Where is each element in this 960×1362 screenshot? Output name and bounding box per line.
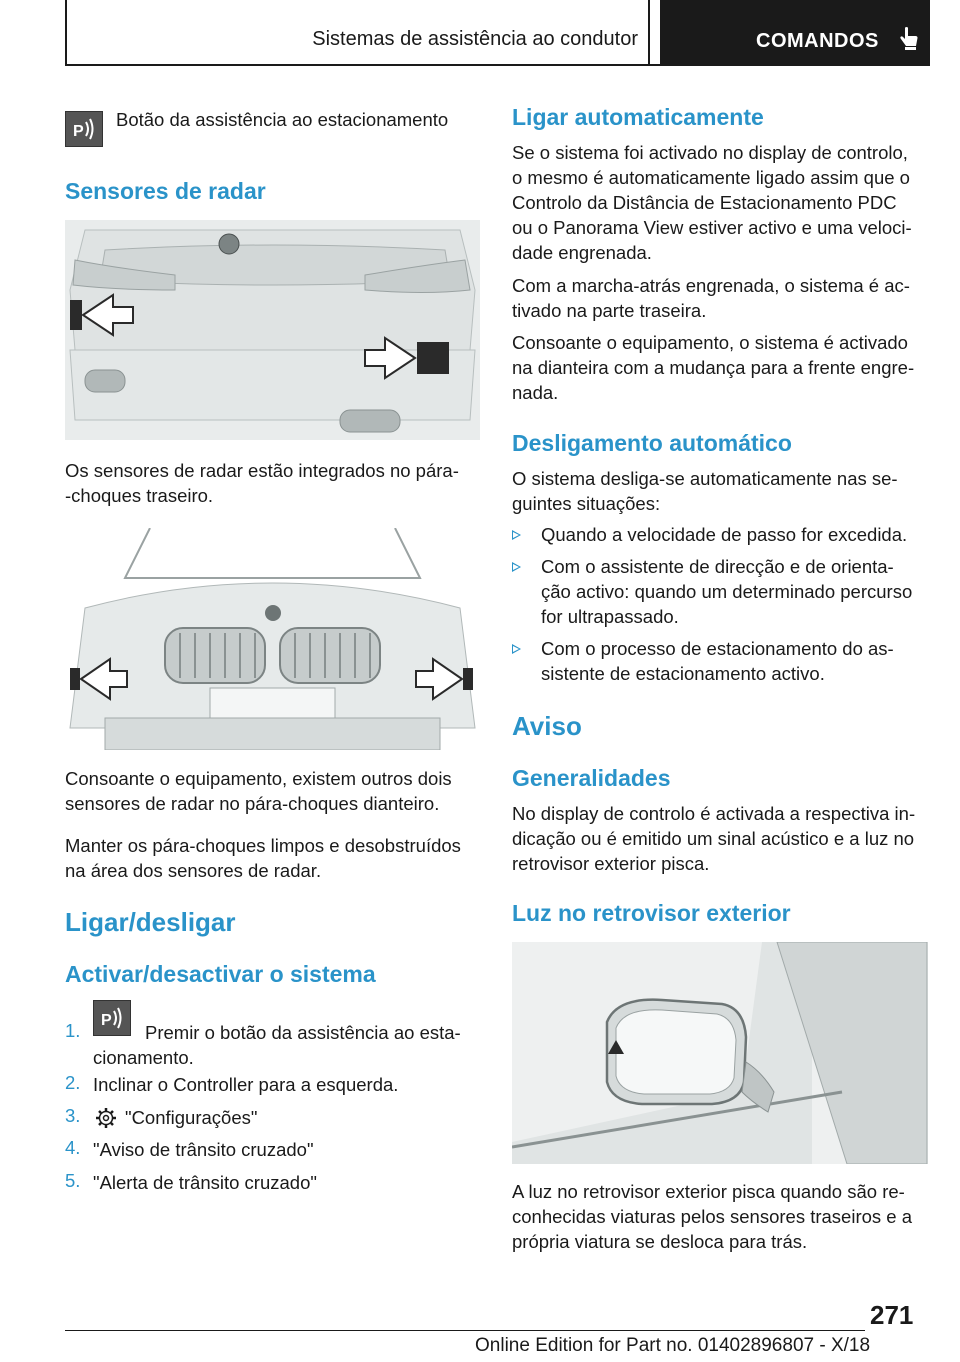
park-assist-icon: [66, 112, 102, 146]
step-text: Inclinar o Controller para a esquerda.: [93, 1074, 399, 1095]
auto-on-text-line2: o mesmo é automaticamente ligado assim que o: [512, 167, 910, 188]
reverse-text-line2: tivado na parte traseira.: [512, 300, 707, 321]
rear-sensors-text-line1: Os sensores de radar estão integrados no pára-: [65, 460, 459, 481]
mirror-text-line3: própria viatura se desloca para trás.: [512, 1231, 808, 1252]
auto-on-text-line1: Se o sistema foi activado no display de controlo,: [512, 142, 908, 163]
footer-rule: [65, 1330, 865, 1331]
chapter-tab-label: COMANDOS: [756, 30, 879, 52]
clean-bumpers-text-line2: na área dos sensores de radar.: [65, 860, 322, 881]
reverse-text-line1: Com a marcha-atrás engrenada, o sistema é ac-: [512, 275, 910, 296]
figure-side-mirror: [512, 942, 928, 1164]
rear-bumper-illustration: [65, 220, 480, 440]
park-assist-button-icon-inline: [93, 1000, 131, 1036]
heading-radar-sensors: Sensores de radar: [65, 178, 266, 204]
forward-text-line2: na dianteira com a mudança para a frente engre-: [512, 357, 915, 378]
forward-text-line3: nada.: [512, 382, 559, 403]
forward-text-line1: Consoante o equipamento, o sistema é activado: [512, 332, 908, 353]
mirror-text-line1: A luz no retrovisor exterior pisca quando são re-: [512, 1181, 905, 1202]
bullet-text: Com o assistente de direcção e de orienta-: [541, 556, 894, 577]
auto-off-text-line2: guintes situações:: [512, 493, 661, 514]
step-text: cionamento.: [93, 1047, 194, 1068]
general-text-line3: retrovisor exterior pisca.: [512, 853, 710, 874]
step-text: "Aviso de trânsito cruzado": [93, 1139, 314, 1160]
chapter-tab[interactable]: [660, 0, 930, 64]
heading-auto-off: Desligamento automático: [512, 430, 792, 456]
step-number: 1.: [65, 1020, 81, 1041]
bullet-text: ção activo: quando um determinado percurso: [541, 581, 913, 602]
general-text-line1: No display de controlo é activada a respectiva in-: [512, 803, 916, 824]
header-mid-rule: [648, 0, 650, 66]
triangle-bullet-icon: [512, 644, 521, 654]
heading-auto-on: Ligar automaticamente: [512, 104, 764, 130]
step-text: "Alerta de trânsito cruzado": [93, 1172, 317, 1193]
step-number: 5.: [65, 1170, 81, 1191]
auto-on-text-line3: Controlo da Distância de Estacionamento PDC: [512, 192, 897, 213]
front-sensors-text-line1: Consoante o equipamento, existem outros dois: [65, 768, 452, 789]
figure-front-bumper: [65, 528, 480, 750]
clean-bumpers-text-line1: Manter os pára-choques limpos e desobstruídos: [65, 835, 461, 856]
general-text-line2: dicação ou é emitido um sinal acústico e a luz no: [512, 828, 915, 849]
step-number: 3.: [65, 1105, 81, 1126]
bullet-text: for ultrapassado.: [541, 606, 679, 627]
auto-on-text-line4: ou o Panorama View estiver activo e uma veloci-: [512, 217, 912, 238]
auto-on-text-line5: dade engrenada.: [512, 242, 652, 263]
heading-activate-system: Activar/desactivar o sistema: [65, 961, 376, 987]
triangle-bullet-icon: [512, 562, 521, 572]
park-assist-button-icon: [65, 111, 103, 147]
step-text: "Configurações": [125, 1107, 258, 1128]
page-number: 271: [870, 1300, 914, 1330]
rear-sensors-text-line2: -choques traseiro.: [65, 485, 214, 506]
heading-warning: Aviso: [512, 711, 582, 741]
heading-general: Generalidades: [512, 765, 671, 791]
auto-off-text-line1: O sistema desliga-se automaticamente nas se-: [512, 468, 898, 489]
hand-pointer-icon: [898, 26, 920, 50]
heading-on-off: Ligar/desligar: [65, 907, 236, 937]
triangle-bullet-icon: [512, 530, 521, 540]
header-section-title: Sistemas de assistência ao condutor: [312, 28, 638, 50]
bullet-text: Quando a velocidade de passo for excedida.: [541, 524, 908, 545]
bullet-text: sistente de estacionamento activo.: [541, 663, 825, 684]
footer-edition-text: Online Edition for Part no. 01402896807 - X/18: [475, 1335, 871, 1356]
gear-icon: [95, 1107, 117, 1129]
side-mirror-illustration: [512, 942, 928, 1164]
svg-text:P: P: [101, 1012, 112, 1029]
step-number: 2.: [65, 1072, 81, 1093]
front-bumper-illustration: [65, 528, 480, 750]
front-sensors-text-line2: sensores de radar no pára-choques dianteiro.: [65, 793, 440, 814]
step-number: 4.: [65, 1137, 81, 1158]
figure-rear-bumper: [65, 220, 480, 440]
park-assist-icon: [94, 1001, 130, 1035]
header-rule: [65, 64, 930, 66]
step-text: Premir o botão da assistência ao esta-: [145, 1022, 461, 1043]
bullet-list: [512, 522, 930, 692]
button-caption: Botão da assistência ao estacionamento: [116, 109, 449, 130]
svg-text:P: P: [73, 123, 84, 140]
heading-mirror-light: Luz no retrovisor exterior: [512, 900, 791, 926]
steps-list: [65, 1000, 480, 1200]
bullet-text: Com o processo de estacionamento do as-: [541, 638, 894, 659]
header-left-rule: [65, 0, 67, 66]
mirror-text-line2: conhecidas viaturas pelos sensores traseiros e a: [512, 1206, 913, 1227]
